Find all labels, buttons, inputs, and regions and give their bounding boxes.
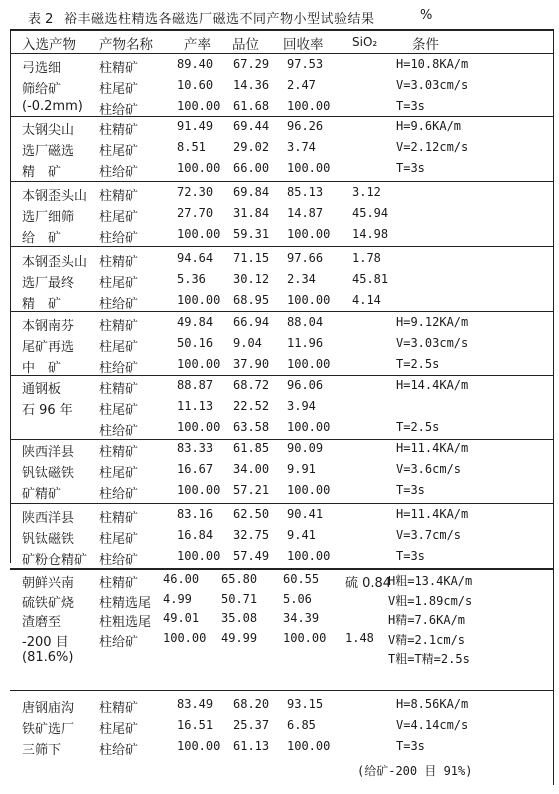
header-grade: 品位 bbox=[232, 37, 259, 53]
cell-condition: V=4.14cm/s bbox=[396, 718, 469, 732]
left-border bbox=[10, 29, 11, 563]
cell-yield: 46.00 bbox=[163, 572, 200, 586]
cell-feed: 通钢板 bbox=[22, 382, 62, 397]
cell-recovery: 97.66 bbox=[287, 251, 324, 265]
cell-product: 柱给矿 bbox=[99, 165, 139, 180]
cell-feed: 三筛下 bbox=[22, 743, 62, 758]
right-border bbox=[553, 29, 554, 785]
cell-feed: 精 矿 bbox=[22, 165, 62, 180]
cell-grade: 34.00 bbox=[233, 462, 270, 476]
cell-recovery: 14.87 bbox=[287, 206, 324, 220]
header-conditions: 条件 bbox=[412, 37, 439, 53]
cell-recovery: 100.00 bbox=[287, 293, 331, 307]
cell-grade: 68.95 bbox=[233, 293, 270, 307]
cell-condition: T=2.5s bbox=[396, 357, 440, 371]
row-separator bbox=[10, 181, 553, 182]
cell-grade: 30.12 bbox=[233, 272, 270, 286]
cell-condition: V=2.12cm/s bbox=[396, 140, 469, 154]
cell-grade: 57.21 bbox=[233, 483, 270, 497]
cell-grade: 32.75 bbox=[233, 528, 270, 542]
cell-product: 柱尾矿 bbox=[99, 403, 139, 418]
cell-yield: 100.00 bbox=[177, 357, 221, 371]
cell-feed: 石 96 年 bbox=[22, 403, 73, 418]
cell-grade: 61.13 bbox=[233, 739, 270, 753]
cell-condition: T=3s bbox=[396, 161, 425, 175]
cell-condition: V精=2.1cm/s bbox=[388, 632, 466, 647]
header-recovery: 回收率 bbox=[283, 37, 324, 53]
cell-grade: 66.94 bbox=[233, 315, 270, 329]
cell-product: 柱尾矿 bbox=[99, 340, 139, 355]
cell-feed: 选厂细筛 bbox=[22, 210, 75, 225]
cell-recovery: 6.85 bbox=[287, 718, 316, 732]
cell-product: 柱给矿 bbox=[99, 553, 139, 568]
cell-condition: V=3.7cm/s bbox=[396, 528, 462, 542]
cell-yield: 88.87 bbox=[177, 378, 214, 392]
cell-grade: 63.58 bbox=[233, 420, 270, 434]
cell-recovery: 60.55 bbox=[283, 572, 320, 586]
cell-condition: T粗=T精=2.5s bbox=[388, 652, 470, 666]
cell-grade: 25.37 bbox=[233, 718, 270, 732]
cell-product: 柱精矿 bbox=[99, 382, 139, 397]
cell-product: 柱给矿 bbox=[99, 297, 139, 312]
cell-yield: 5.36 bbox=[177, 272, 206, 286]
cell-recovery: 96.26 bbox=[287, 119, 324, 133]
cell-product: 柱精矿 bbox=[99, 445, 139, 460]
cell-feed: 弓选细 bbox=[22, 61, 62, 76]
cell-recovery: 9.91 bbox=[287, 462, 316, 476]
cell-recovery: 90.41 bbox=[287, 507, 324, 521]
cell-recovery: 90.09 bbox=[287, 441, 324, 455]
row-separator bbox=[10, 439, 553, 440]
cell-grade: 66.00 bbox=[233, 161, 270, 175]
cell-condition: H精=7.6KA/m bbox=[388, 613, 466, 627]
cell-condition: T=3s bbox=[396, 549, 425, 563]
cell-product: 柱尾矿 bbox=[99, 82, 139, 97]
cell-feed: 本钢歪头山 bbox=[22, 255, 88, 270]
cell-feed: 筛给矿 bbox=[22, 82, 62, 97]
cell-recovery: 100.00 bbox=[283, 630, 327, 645]
cell-feed: 精 矿 bbox=[22, 297, 62, 312]
cell-recovery: 97.53 bbox=[287, 57, 324, 71]
cell-feed: 朝鲜兴南 bbox=[22, 576, 75, 591]
footnote: (给矿-200 目 91%) bbox=[357, 764, 473, 778]
cell-feed: 硫铁矿烧 bbox=[22, 595, 75, 611]
cell-sio2: 45.81 bbox=[352, 272, 389, 286]
cell-condition: T=3s bbox=[396, 739, 425, 753]
cell-recovery: 96.06 bbox=[287, 378, 324, 392]
cell-yield: 83.49 bbox=[177, 697, 214, 711]
header-yield: 产率 bbox=[184, 37, 211, 53]
cell-yield: 50.16 bbox=[177, 336, 214, 350]
cell-sio2: 14.98 bbox=[352, 227, 389, 241]
cell-yield: 27.70 bbox=[177, 206, 214, 220]
cell-feed: 渣磨至 bbox=[22, 615, 62, 630]
cell-product: 柱粗选尾 bbox=[99, 615, 152, 630]
cell-recovery: 88.04 bbox=[287, 315, 324, 329]
header-feed: 入选产物 bbox=[22, 37, 76, 53]
table-number: 表 2 bbox=[28, 12, 54, 27]
cell-product: 柱尾矿 bbox=[99, 276, 139, 291]
cell-recovery: 3.74 bbox=[287, 140, 316, 154]
cell-grade: 68.20 bbox=[233, 697, 270, 711]
cell-recovery: 100.00 bbox=[287, 739, 331, 753]
cell-yield: 89.40 bbox=[177, 57, 214, 71]
cell-grade: 61.68 bbox=[233, 99, 270, 113]
cell-feed: 矿精矿 bbox=[22, 487, 62, 502]
cell-grade: 71.15 bbox=[233, 251, 270, 265]
table-caption: 裕丰磁选柱精选各磁选厂磁选不同产物小型试验结果 bbox=[64, 12, 375, 27]
cell-yield: 83.16 bbox=[177, 507, 214, 521]
cell-grade: 69.84 bbox=[233, 185, 270, 199]
cell-yield: 83.33 bbox=[177, 441, 214, 455]
cell-feed: 陕西洋县 bbox=[22, 511, 75, 526]
cell-product: 柱精矿 bbox=[99, 61, 139, 76]
cell-product: 柱尾矿 bbox=[99, 466, 139, 481]
cell-condition: V=3.6cm/s bbox=[396, 462, 462, 476]
cell-condition: H=11.4KA/m bbox=[396, 507, 469, 521]
cell-product: 柱尾矿 bbox=[99, 210, 139, 225]
cell-grade: 35.08 bbox=[221, 611, 258, 625]
cell-recovery: 93.15 bbox=[287, 697, 324, 711]
cell-feed: -200 目 bbox=[22, 634, 69, 650]
cell-feed: 铁矿选厂 bbox=[22, 722, 75, 737]
cell-product: 柱尾矿 bbox=[99, 144, 139, 159]
cell-grade: 65.80 bbox=[221, 572, 258, 586]
cell-grade: 9.04 bbox=[233, 336, 262, 350]
cell-condition: H=11.4KA/m bbox=[396, 441, 469, 455]
row-separator bbox=[10, 568, 553, 570]
cell-grade: 67.29 bbox=[233, 57, 270, 71]
cell-product: 柱精矿 bbox=[99, 701, 139, 716]
cell-grade: 37.90 bbox=[233, 357, 270, 371]
cell-feed: (81.6%) bbox=[22, 650, 74, 665]
cell-product: 柱精矿 bbox=[99, 123, 139, 138]
cell-product: 柱给矿 bbox=[99, 103, 139, 118]
top-rule bbox=[10, 29, 553, 31]
cell-recovery: 100.00 bbox=[287, 420, 331, 434]
cell-product: 柱精选尾 bbox=[99, 595, 152, 611]
cell-condition: V粗=1.89cm/s bbox=[388, 593, 473, 608]
cell-grade: 14.36 bbox=[233, 78, 270, 92]
cell-sio2: 1.48 bbox=[345, 630, 374, 645]
cell-yield: 100.00 bbox=[177, 227, 221, 241]
cell-grade: 62.50 bbox=[233, 507, 270, 521]
cell-sio2: 3.12 bbox=[352, 185, 381, 199]
row-separator bbox=[10, 246, 553, 247]
cell-condition: H=9.12KA/m bbox=[396, 315, 469, 329]
cell-yield: 100.00 bbox=[177, 549, 221, 563]
cell-feed: 太钢尖山 bbox=[22, 123, 75, 138]
cell-condition: T=3s bbox=[396, 99, 425, 113]
cell-product: 柱给矿 bbox=[99, 231, 139, 246]
cell-grade: 61.85 bbox=[233, 441, 270, 455]
cell-condition: H=14.4KA/m bbox=[396, 378, 469, 392]
table-unit: % bbox=[420, 8, 433, 23]
cell-condition: H=10.8KA/m bbox=[396, 57, 469, 71]
cell-condition: H=8.56KA/m bbox=[396, 697, 469, 711]
cell-recovery: 100.00 bbox=[287, 227, 331, 241]
cell-recovery: 100.00 bbox=[287, 357, 331, 371]
cell-yield: 100.00 bbox=[177, 483, 221, 497]
cell-yield: 49.84 bbox=[177, 315, 214, 329]
cell-product: 柱给矿 bbox=[99, 424, 139, 439]
cell-recovery: 100.00 bbox=[287, 483, 331, 497]
cell-yield: 16.84 bbox=[177, 528, 214, 542]
cell-product: 柱给矿 bbox=[99, 361, 139, 376]
cell-recovery: 9.41 bbox=[287, 528, 316, 542]
cell-recovery: 3.94 bbox=[287, 399, 316, 413]
cell-product: 柱给矿 bbox=[99, 487, 139, 502]
cell-yield: 100.00 bbox=[177, 420, 221, 434]
cell-feed: 钒钛磁铁 bbox=[22, 466, 75, 481]
cell-product: 柱精矿 bbox=[99, 511, 139, 526]
cell-yield: 100.00 bbox=[177, 161, 221, 175]
cell-grade: 57.49 bbox=[233, 549, 270, 563]
cell-feed: 尾矿再选 bbox=[22, 340, 75, 355]
cell-yield: 100.00 bbox=[177, 739, 221, 753]
cell-recovery: 100.00 bbox=[287, 99, 331, 113]
cell-recovery: 5.06 bbox=[283, 591, 312, 606]
cell-grade: 29.02 bbox=[233, 140, 270, 154]
cell-recovery: 100.00 bbox=[287, 549, 331, 563]
cell-feed: 选厂最终 bbox=[22, 276, 75, 291]
cell-product: 柱尾矿 bbox=[99, 722, 139, 737]
header-product: 产物名称 bbox=[99, 37, 153, 53]
cell-recovery: 100.00 bbox=[287, 161, 331, 175]
header-sio2: SiO₂ bbox=[352, 35, 378, 49]
cell-feed: 矿粉仓精矿 bbox=[22, 553, 88, 568]
row-separator bbox=[10, 311, 553, 312]
cell-product: 柱给矿 bbox=[99, 743, 139, 758]
cell-yield: 16.67 bbox=[177, 462, 214, 476]
cell-sio2: 硫 0.84 bbox=[345, 576, 392, 591]
cell-grade: 50.71 bbox=[221, 591, 258, 606]
cell-feed: (-0.2mm) bbox=[22, 99, 83, 114]
cell-condition: H粗=13.4KA/m bbox=[388, 574, 473, 588]
row-separator bbox=[10, 116, 553, 117]
cell-feed: 中 矿 bbox=[22, 361, 62, 376]
cell-recovery: 11.96 bbox=[287, 336, 324, 350]
cell-feed: 给 矿 bbox=[22, 231, 62, 246]
cell-product: 柱精矿 bbox=[99, 255, 139, 270]
cell-sio2: 4.14 bbox=[352, 293, 381, 307]
cell-grade: 68.72 bbox=[233, 378, 270, 392]
cell-recovery: 2.34 bbox=[287, 272, 316, 286]
cell-yield: 100.00 bbox=[177, 293, 221, 307]
cell-condition: H=9.6KA/m bbox=[396, 119, 462, 133]
cell-yield: 91.49 bbox=[177, 119, 214, 133]
cell-recovery: 85.13 bbox=[287, 185, 324, 199]
cell-product: 柱给矿 bbox=[99, 634, 139, 650]
row-separator bbox=[10, 375, 553, 376]
row-separator bbox=[10, 503, 553, 504]
cell-yield: 16.51 bbox=[177, 718, 214, 732]
cell-yield: 100.00 bbox=[177, 99, 221, 113]
cell-grade: 49.99 bbox=[221, 630, 258, 645]
cell-recovery: 2.47 bbox=[287, 78, 316, 92]
cell-feed: 本钢南芬 bbox=[22, 319, 75, 334]
cell-sio2: 45.94 bbox=[352, 206, 389, 220]
cell-product: 柱精矿 bbox=[99, 576, 139, 591]
cell-sio2: 1.78 bbox=[352, 251, 381, 265]
cell-recovery: 34.39 bbox=[283, 611, 320, 625]
cell-yield: 94.64 bbox=[177, 251, 214, 265]
cell-product: 柱精矿 bbox=[99, 319, 139, 334]
row-separator bbox=[10, 53, 553, 54]
cell-product: 柱精矿 bbox=[99, 189, 139, 204]
cell-yield: 8.51 bbox=[177, 140, 206, 154]
cell-yield: 10.60 bbox=[177, 78, 214, 92]
cell-feed: 唐钢庙沟 bbox=[22, 701, 75, 716]
cell-yield: 100.00 bbox=[163, 630, 207, 645]
cell-grade: 22.52 bbox=[233, 399, 270, 413]
cell-feed: 陕西洋县 bbox=[22, 445, 75, 460]
cell-grade: 59.31 bbox=[233, 227, 270, 241]
cell-condition: V=3.03cm/s bbox=[396, 78, 469, 92]
cell-yield: 4.99 bbox=[163, 591, 192, 606]
cell-feed: 选厂磁选 bbox=[22, 144, 75, 159]
cell-yield: 49.01 bbox=[163, 611, 200, 625]
cell-yield: 11.13 bbox=[177, 399, 214, 413]
cell-yield: 72.30 bbox=[177, 185, 214, 199]
cell-condition: T=2.5s bbox=[396, 420, 440, 434]
cell-feed: 钒钛磁铁 bbox=[22, 532, 75, 547]
row-separator bbox=[10, 690, 553, 691]
cell-condition: V=3.03cm/s bbox=[396, 336, 469, 350]
cell-condition: T=3s bbox=[396, 483, 425, 497]
cell-feed: 本钢歪头山 bbox=[22, 189, 88, 204]
cell-grade: 69.44 bbox=[233, 119, 270, 133]
cell-grade: 31.84 bbox=[233, 206, 270, 220]
cell-product: 柱尾矿 bbox=[99, 532, 139, 547]
